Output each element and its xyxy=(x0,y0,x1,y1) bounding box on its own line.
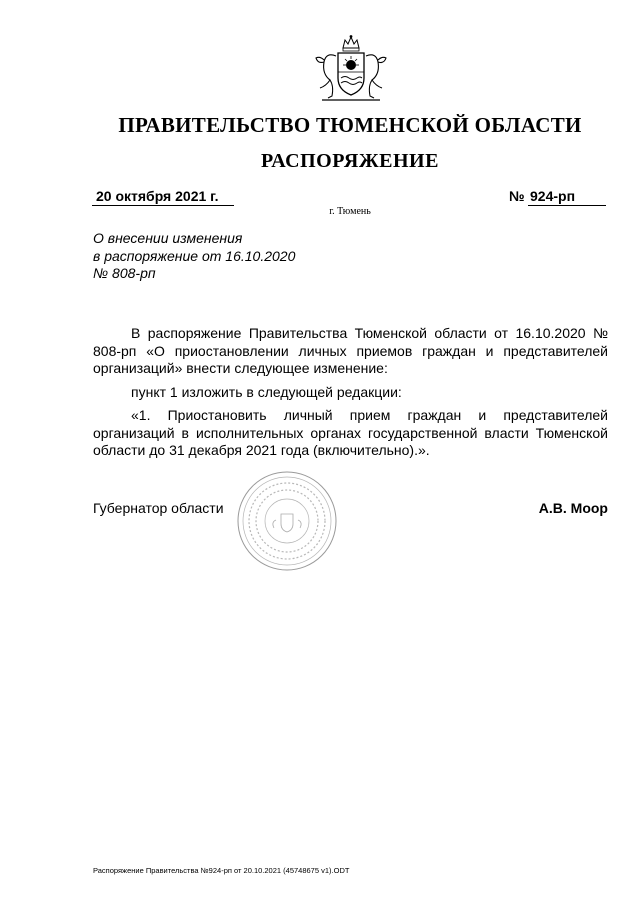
subject-line: в распоряжение от 16.10.2020 xyxy=(93,247,296,264)
document-footer: Распоряжение Правительства №924-рп от 20.10.2021 (45748675 v1).ODT xyxy=(93,866,350,875)
body-paragraph: пункт 1 изложить в следующей редакции: xyxy=(131,383,402,400)
document-body xyxy=(93,325,608,466)
document-type-title: РАСПОРЯЖЕНИЕ xyxy=(261,150,439,172)
coat-of-arms-emblem xyxy=(310,34,392,104)
subject-line: № 808-рп xyxy=(93,265,156,281)
official-seal-stamp xyxy=(236,470,338,572)
signature-name: А.В. Моор xyxy=(538,500,608,516)
body-paragraph: «1. Приостановить личный прием граждан и представителей организаций в исполнительных органах государственной власти Тюменской области до 31 декабря 2021 года (включительно).». xyxy=(93,407,608,458)
body-paragraph: В распоряжение Правительства Тюменской области от 16.10.2020 № 808-рп «О приостановлении личных приемов граждан и представителей организаций» внести следующее изменение: xyxy=(93,325,608,376)
document-date: 20 октября 2021 г. xyxy=(92,188,234,206)
subject-line: О внесении изменения xyxy=(93,230,243,246)
document-city: г. Тюмень xyxy=(329,206,371,217)
signature-position: Губернатор области xyxy=(93,500,224,516)
document-subject xyxy=(93,230,295,283)
document-number-sign: № xyxy=(509,188,525,204)
government-title: ПРАВИТЕЛЬСТВО ТЮМЕНСКОЙ ОБЛАСТИ xyxy=(118,113,582,137)
document-number: 924-рп xyxy=(528,188,606,206)
